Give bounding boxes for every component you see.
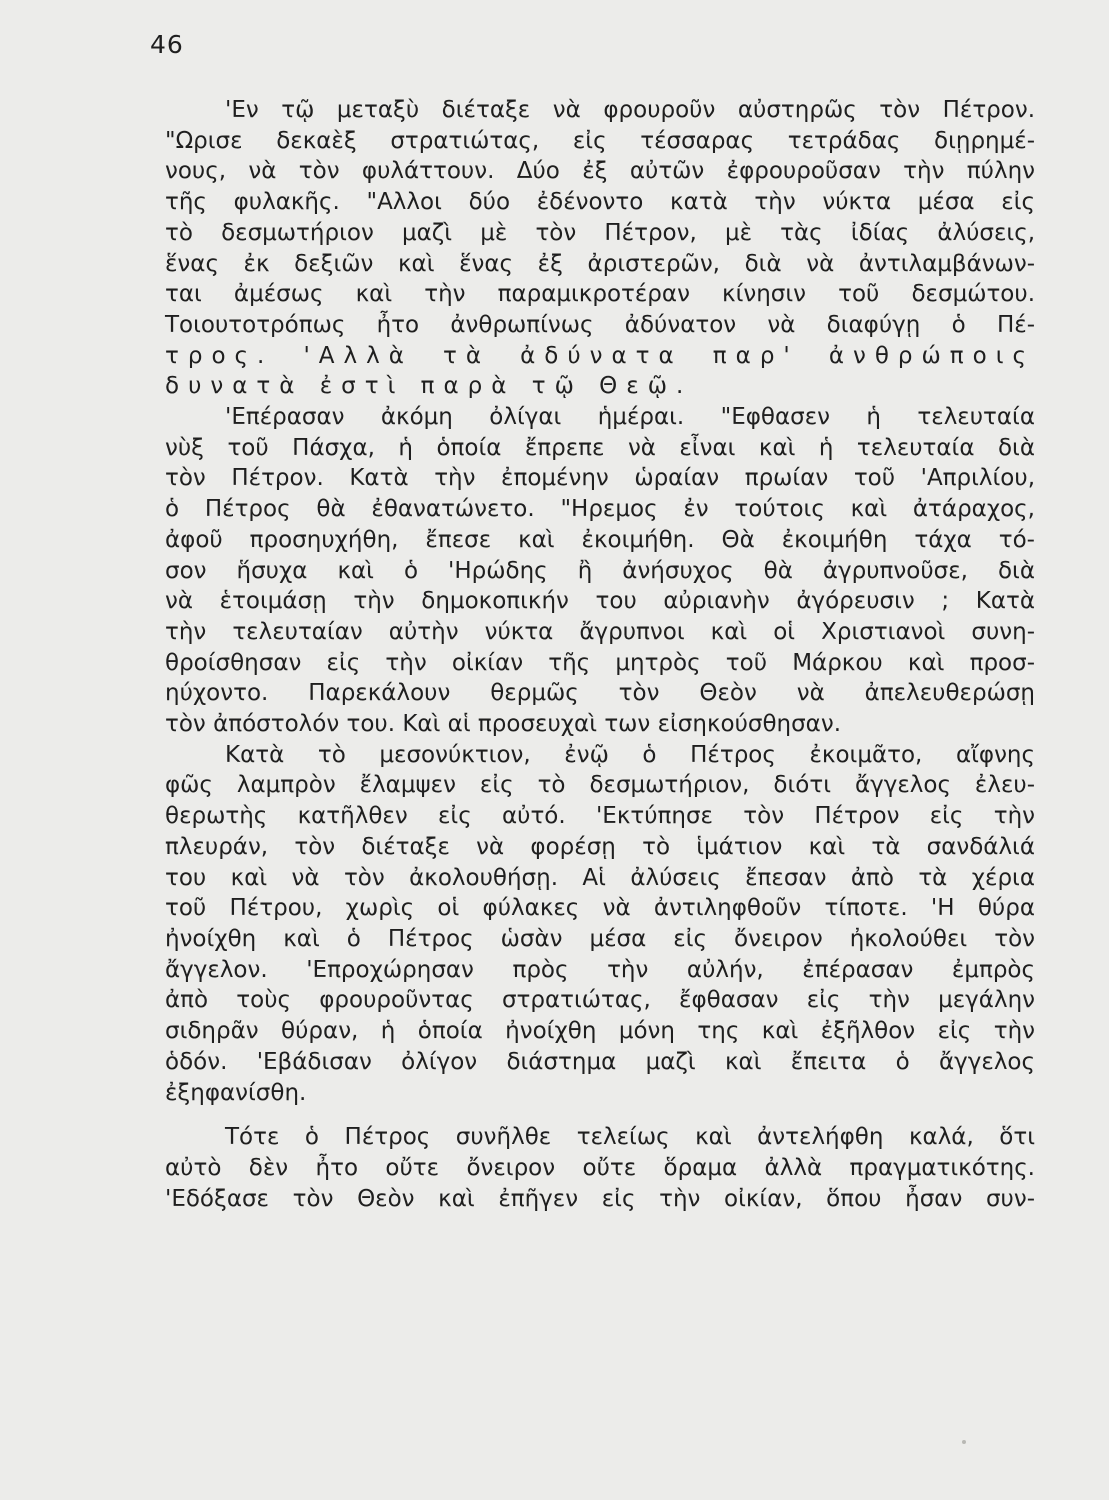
body-text	[165, 95, 1035, 1214]
text-line: τὸν Πέτρον. Κατὰ τὴν ἐπομένην ὡραίαν πρωίαν τοῦ 'Απριλίου,	[165, 465, 1035, 492]
text-line: σιδηρᾶν θύραν, ἡ ὁποία ἠνοίχθη μόνη της καὶ ἐξῆλθον εἰς τὴν	[165, 1018, 1035, 1045]
paragraph-4	[165, 1122, 1035, 1214]
text-line: φῶς λαμπρὸν ἔλαμψεν εἰς τὸ δεσμωτήριον, διότι ἄγγελος ἐλευ-	[165, 772, 1035, 799]
text-line: Τοιουτοτρόπως ἦτο ἀνθρωπίνως ἀδύνατον νὰ διαφύγῃ ὁ Πέ-	[165, 311, 1035, 338]
text-line: 'Εν τῷ μεταξὺ διέταξε νὰ φρουροῦν αὐστηρῶς τὸν Πέτρον.	[225, 97, 1035, 123]
text-line: πλευράν, τὸν διέταξε νὰ φορέσῃ τὸ ἱμάτιον καὶ τὰ σανδάλιά	[165, 833, 1035, 860]
text-line: Κατὰ τὸ μεσονύκτιον, ἐνῷ ὁ Πέτρος ἐκοιμᾶτο, αἴφνης	[225, 741, 1035, 768]
text-line-emphasis: δυνατὰ ἐστὶ παρὰ τῷ Θεῷ.	[165, 373, 693, 400]
text-line: ὁ Πέτρος θὰ ἐθανατώνετο. "Ηρεμος ἐν τούτοις καὶ ἀτάραχος,	[165, 496, 1035, 523]
text-line: Τότε ὁ Πέτρος συνῆλθε τελείως καὶ ἀντελήφθη καλά, ὅτι	[225, 1124, 1035, 1151]
text-line: 'Επέρασαν ἀκόμη ὀλίγαι ἡμέραι. "Εφθασεν ἡ τελευταία	[225, 404, 1035, 431]
text-line: νὺξ τοῦ Πάσχα, ἡ ὁποία ἔπρεπε νὰ εἶναι καὶ ἡ τελευταία διὰ	[165, 434, 1035, 461]
text-line: 'Εδόξασε τὸν Θεὸν καὶ ἐπῆγεν εἰς τὴν οἰκίαν, ὅπου ἦσαν συν-	[165, 1185, 1035, 1212]
text-line: τὴν τελευταίαν αὐτὴν νύκτα ἄγρυπνοι καὶ οἱ Χριστιανοὶ συνη-	[165, 618, 1035, 645]
text-line: νους, νὰ τὸν φυλάττουν. Δύο ἐξ αὐτῶν ἐφρουροῦσαν τὴν πύλην	[165, 158, 1035, 185]
text-line: ἀφοῦ προσηυχήθη, ἔπεσε καὶ ἐκοιμήθη. Θὰ ἐκοιμήθη τάχα τό-	[165, 526, 1035, 553]
text-line: θερωτὴς κατῆλθεν εἰς αὐτό. 'Εκτύπησε τὸν Πέτρον εἰς τὴν	[165, 803, 1035, 830]
text-line: ἀπὸ τοὺς φρουροῦντας στρατιώτας, ἔφθασαν εἰς τὴν μεγάλην	[165, 987, 1035, 1014]
text-line: ἐξηφανίσθη.	[165, 1079, 307, 1106]
text-line-emphasis: τρος. 'Αλλὰ τὰ ἀδύνατα παρ' ἀνθρώποις	[165, 342, 1035, 369]
text-line: ἄγγελον. 'Επροχώρησαν πρὸς τὴν αὐλήν, ἐπέρασαν ἐμπρὸς	[165, 956, 1035, 983]
text-line: τὸ δεσμωτήριον μαζὶ μὲ τὸν Πέτρον, μὲ τὰς ἰδίας ἀλύσεις,	[165, 219, 1035, 246]
page-number: 46	[150, 30, 184, 59]
text-line: ὁδόν. 'Εβάδισαν ὀλίγον διάστημα μαζὶ καὶ ἔπειτα ὁ ἄγγελος	[165, 1048, 1035, 1075]
paragraph-2	[165, 402, 1035, 740]
text-line: θροίσθησαν εἰς τὴν οἰκίαν τῆς μητρὸς τοῦ Μάρκου καὶ προσ-	[165, 649, 1035, 676]
text-line: τοῦ Πέτρου, χωρὶς οἱ φύλακες νὰ ἀντιληφθοῦν τίποτε. 'Η θύρα	[165, 895, 1035, 922]
text-line: ἕνας ἐκ δεξιῶν καὶ ἕνας ἐξ ἀριστερῶν, διὰ νὰ ἀντιλαμβάνων-	[165, 250, 1035, 277]
text-line: ηύχοντο. Παρεκάλουν θερμῶς τὸν Θεὸν νὰ ἀπελευθερώσῃ	[165, 680, 1035, 707]
paragraph-1	[165, 95, 1035, 402]
text-line: "Ωρισε δεκαὲξ στρατιώτας, εἰς τέσσαρας τετράδας διῃρημέ-	[165, 127, 1035, 154]
text-line: νὰ ἑτοιμάσῃ τὴν δημοκοπικήν του αὐριανὴν ἀγόρευσιν ; Κατὰ	[165, 588, 1035, 615]
text-line: του καὶ νὰ τὸν ἀκολουθήσῃ. Αἱ ἀλύσεις ἔπεσαν ἀπὸ τὰ χέρια	[165, 864, 1035, 891]
text-line: τὸν ἀπόστολόν του. Καὶ αἱ προσευχαὶ των εἰσηκούσθησαν.	[165, 711, 842, 738]
paper-speck	[962, 1440, 966, 1444]
paragraph-3	[165, 740, 1035, 1108]
text-line: αὐτὸ δὲν ἦτο οὔτε ὄνειρον οὔτε ὅραμα ἀλλὰ πραγματικότης.	[165, 1154, 1035, 1181]
text-line: τῆς φυλακῆς. "Αλλοι δύο ἐδένοντο κατὰ τὴν νύκτα μέσα εἰς	[165, 189, 1035, 216]
text-line: ἠνοίχθη καὶ ὁ Πέτρος ὡσὰν μέσα εἰς ὄνειρον ἠκολούθει τὸν	[165, 925, 1035, 952]
text-line: ται ἀμέσως καὶ τὴν παραμικροτέραν κίνησιν τοῦ δεσμώτου.	[165, 281, 1035, 308]
text-line: σον ἥσυχα καὶ ὁ 'Ηρώδης ἢ ἀνήσυχος θὰ ἀγρυπνοῦσε, διὰ	[165, 557, 1035, 584]
